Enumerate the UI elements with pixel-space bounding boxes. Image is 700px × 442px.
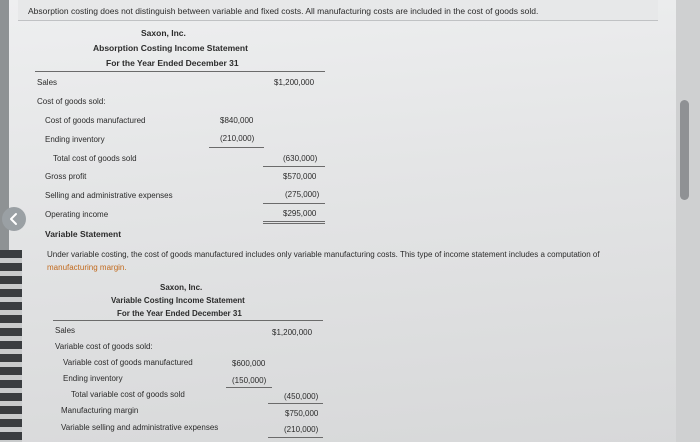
double-rule-bottom [263, 223, 325, 224]
var-total-rule [268, 403, 323, 404]
absorption-title: Absorption Costing Income Statement [93, 43, 248, 53]
var-vcogm-value: $600,000 [232, 359, 266, 368]
abs-selling-admin-value: (275,000) [285, 190, 320, 199]
subtotal-rule [209, 147, 264, 148]
var-mfg-margin-value: $750,000 [285, 409, 319, 418]
var-subtotal-rule [226, 387, 272, 388]
abs-gross-profit-value: $570,000 [283, 172, 317, 181]
variable-text-line2: manufacturing margin. [47, 263, 127, 272]
var-vcogm-label: Variable cost of goods manufactured [63, 358, 193, 367]
intro-text: Absorption costing does not distinguish between variable and fixed costs. All manufacturing costs are included in the cost of goods sold. [28, 6, 539, 16]
absorption-period: For the Year Ended December 31 [106, 58, 239, 68]
variable-header-rule [53, 320, 323, 321]
abs-gross-profit-label: Gross profit [45, 172, 87, 181]
intro-banner [18, 0, 658, 21]
abs-sales-value: $1,200,000 [274, 78, 315, 87]
var-expense-rule [268, 437, 323, 438]
abs-selling-admin-label: Selling and administrative expenses [45, 191, 173, 200]
var-sales-value: $1,200,000 [272, 328, 313, 337]
abs-operating-income-value: $295,000 [283, 209, 317, 218]
var-ending-inv-label: Ending inventory [63, 374, 123, 383]
var-total-vcogs-value: (450,000) [284, 392, 319, 401]
scrollbar-thumb[interactable] [680, 100, 689, 200]
abs-ending-inv-value: (210,000) [220, 134, 255, 143]
back-button[interactable] [2, 207, 26, 231]
scrollbar-track[interactable] [676, 0, 700, 442]
var-total-vcogs-label: Total variable cost of goods sold [71, 390, 185, 399]
variable-company: Saxon, Inc. [160, 283, 203, 292]
variable-period: For the Year Ended December 31 [117, 309, 242, 318]
variable-title: Variable Costing Income Statement [111, 296, 245, 305]
var-mfg-margin-label: Manufacturing margin [61, 406, 139, 415]
abs-ending-inv-label: Ending inventory [45, 135, 105, 144]
left-sidebar-strip [0, 250, 22, 442]
variable-text-line1: Under variable costing, the cost of goods manufactured includes only variable manufacturing costs. This type of income statement includes a computation of [47, 250, 600, 259]
abs-total-cogs-label: Total cost of goods sold [53, 154, 137, 163]
variable-heading: Variable Statement [45, 229, 122, 239]
var-sell-admin-label: Variable selling and administrative expenses [61, 423, 219, 432]
abs-operating-income-label: Operating income [45, 210, 109, 219]
chevron-left-icon [7, 212, 21, 226]
var-ending-inv-value: (150,000) [232, 376, 267, 385]
abs-cogm-label: Cost of goods manufactured [45, 116, 146, 125]
absorption-company: Saxon, Inc. [141, 28, 186, 38]
var-vcogs-header: Variable cost of goods sold: [55, 342, 153, 351]
expense-rule [263, 203, 325, 204]
abs-total-cogs-value: (630,000) [283, 154, 318, 163]
var-sell-admin-value: (210,000) [284, 425, 319, 434]
abs-cogm-value: $840,000 [220, 116, 254, 125]
var-sales-label: Sales [55, 326, 76, 335]
abs-sales-label: Sales [37, 78, 58, 87]
header-rule [35, 71, 325, 72]
abs-cogs-header: Cost of goods sold: [37, 97, 106, 106]
double-rule-top [263, 221, 325, 222]
total-rule [263, 166, 325, 167]
